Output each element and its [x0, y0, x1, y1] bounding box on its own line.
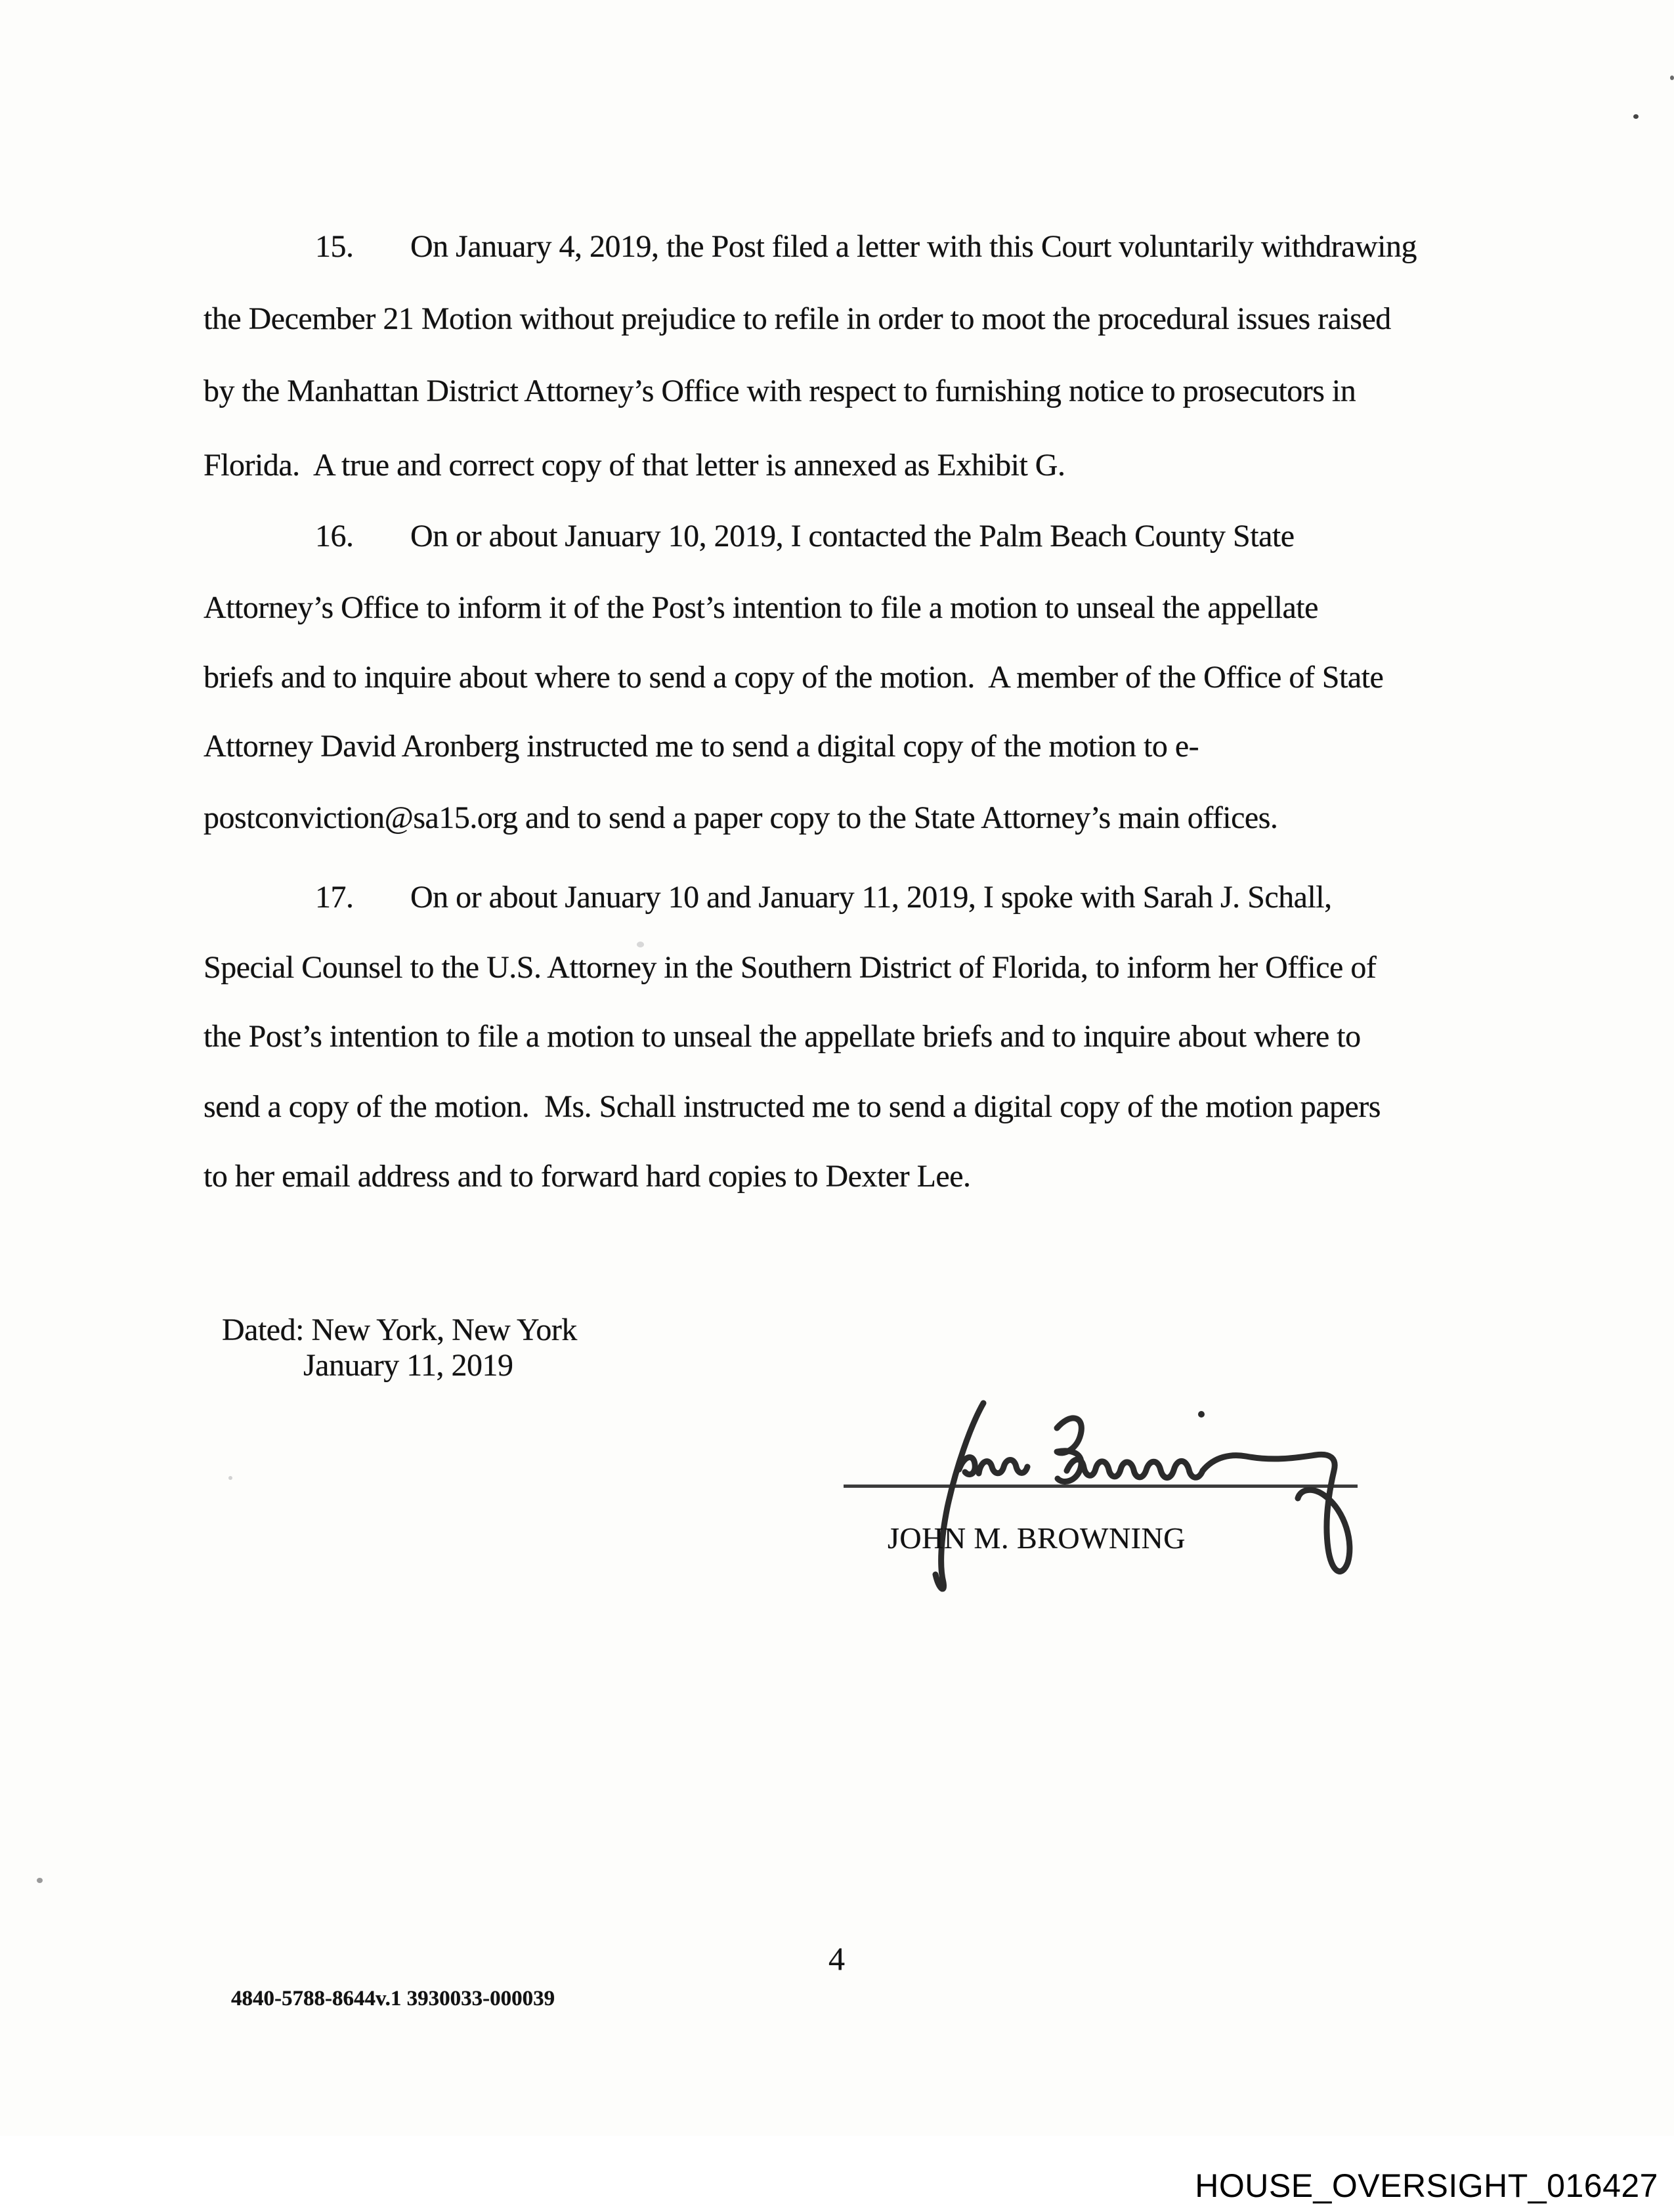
scan-speck	[1633, 114, 1639, 119]
paragraph-17-line-5: to her email address and to forward hard copies to Dexter Lee.	[204, 1159, 971, 1194]
paragraph-15-text: On January 4, 2019, the Post filed a letter with this Court voluntarily withdrawing	[410, 229, 1417, 264]
scan-speck	[37, 1878, 43, 1883]
page-number: 4	[828, 1940, 845, 1977]
paragraph-15-line-2: the December 21 Motion without prejudice to refile in order to moot the procedural issues raised	[204, 301, 1391, 336]
paragraph-16-line-1	[315, 521, 1295, 552]
bates-stamp: HOUSE_OVERSIGHT_016427	[1195, 2167, 1658, 2204]
paragraph-16-text: On or about January 10, 2019, I contacted the Palm Beach County State	[410, 519, 1295, 553]
scan-speck	[228, 1476, 232, 1480]
paragraph-17-line-1	[315, 882, 1332, 913]
paragraph-17-number: 17.	[315, 880, 354, 915]
paragraph-15-line-1	[315, 231, 1417, 263]
paragraph-15-line-4: Florida. A true and correct copy of that letter is annexed as Exhibit G.	[204, 448, 1065, 483]
handwritten-signature	[840, 1372, 1379, 1622]
scan-speck	[1670, 76, 1674, 80]
paragraph-16-number: 16.	[315, 519, 354, 553]
paragraph-16-line-3: briefs and to inquire about where to send a copy of the motion. A member of the Office of State	[204, 660, 1384, 695]
dated-place-line: Dated: New York, New York	[222, 1312, 577, 1347]
paragraph-15-line-3: by the Manhattan District Attorney’s Office with respect to furnishing notice to prosecutors in	[204, 374, 1356, 408]
paragraph-16-line-5: postconviction@sa15.org and to send a paper copy to the State Attorney’s main offices.	[204, 800, 1278, 835]
document-control-number: 4840-5788-8644v.1 3930033-000039	[231, 1987, 555, 2010]
paragraph-16-line-2: Attorney’s Office to inform it of the Post’s intention to file a motion to unseal the appellate	[204, 590, 1318, 625]
paragraph-16-line-4: Attorney David Aronberg instructed me to send a digital copy of the motion to e-	[204, 729, 1199, 764]
paragraph-17-line-4: send a copy of the motion. Ms. Schall instructed me to send a digital copy of the motion papers	[204, 1089, 1381, 1124]
paragraph-17-text: On or about January 10 and January 11, 2019, I spoke with Sarah J. Schall,	[410, 880, 1332, 915]
paragraph-17-line-2: Special Counsel to the U.S. Attorney in the Southern District of Florida, to inform her Office of	[204, 950, 1377, 985]
dated-date-line: January 11, 2019	[303, 1348, 513, 1383]
paragraph-15-number: 15.	[315, 229, 354, 264]
signatory-name: JOHN M. BROWNING	[888, 1521, 1186, 1555]
scan-speck	[637, 942, 644, 947]
paragraph-17-line-3: the Post’s intention to file a motion to unseal the appellate briefs and to inquire about where to	[204, 1019, 1361, 1054]
